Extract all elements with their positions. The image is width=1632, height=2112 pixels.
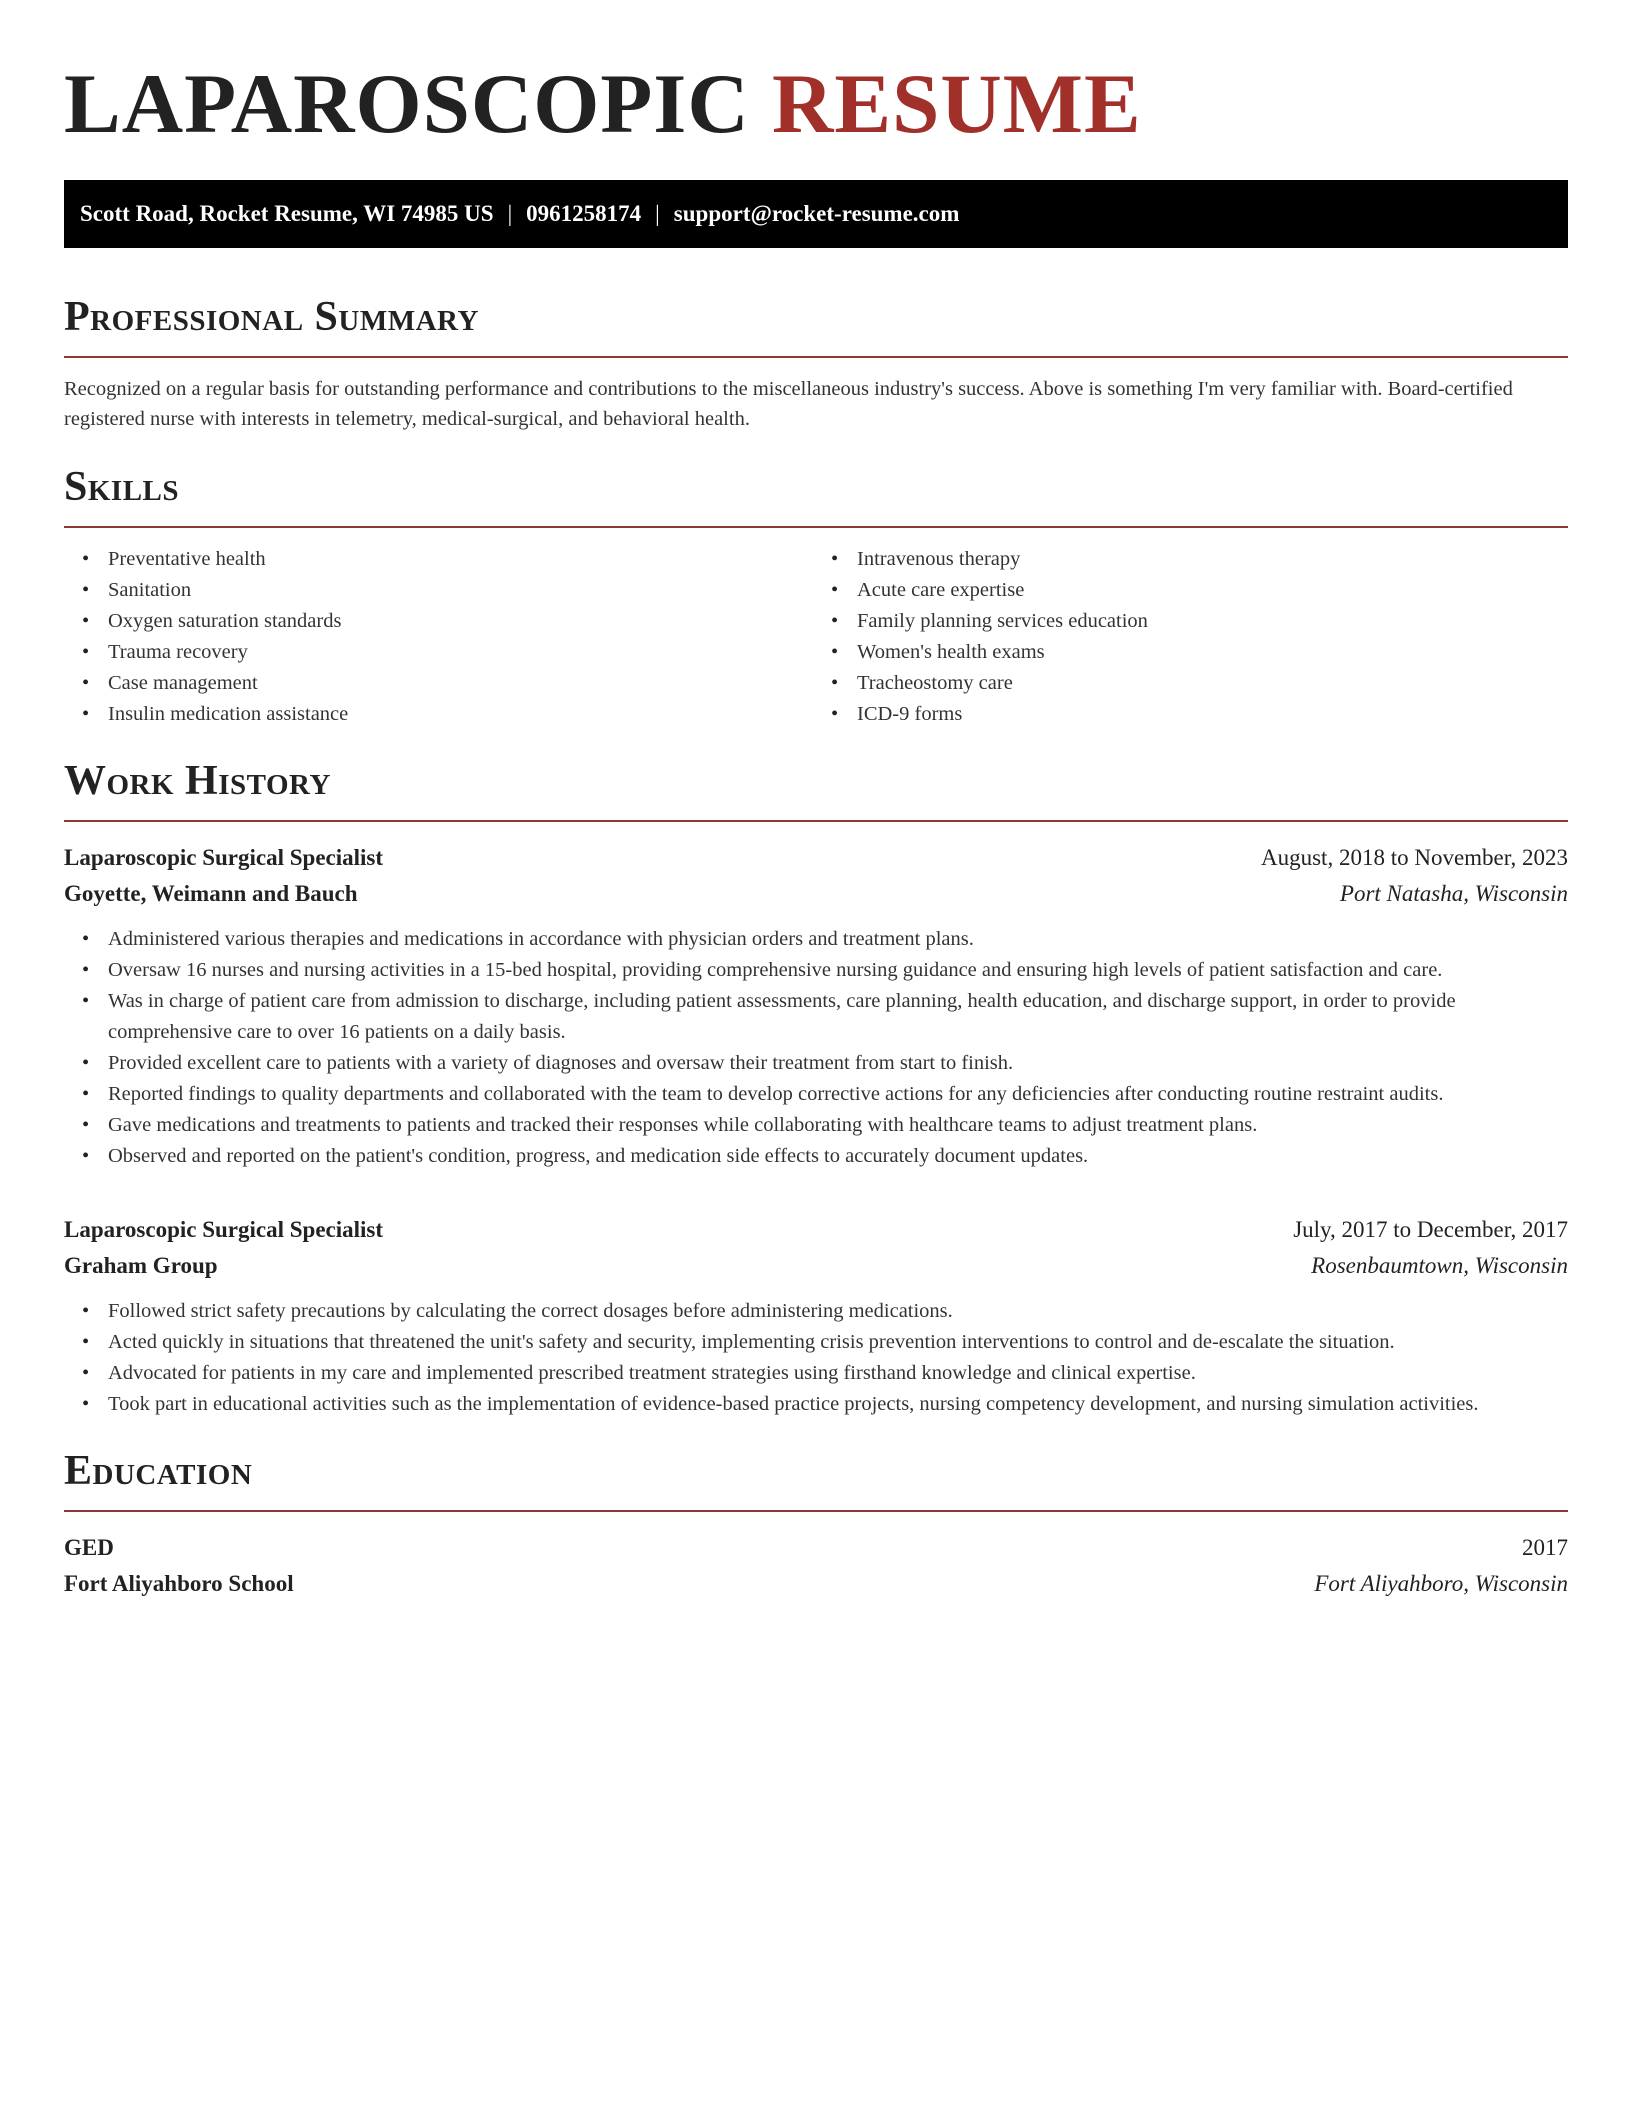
contact-separator: | xyxy=(655,201,660,226)
section-heading: Skills xyxy=(64,462,1568,528)
skill-item: • Oxygen saturation standards xyxy=(108,606,819,637)
job-title: Laparoscopic Surgical Specialist xyxy=(64,1217,384,1242)
job-bullet: • Gave medications and treatments to patients and tracked their responses while collaborating with healthcare teams to adjust treatment plans. xyxy=(108,1110,1568,1141)
job-dates: August, 2018 to November, 2023 xyxy=(1261,845,1568,870)
job-bullet: • Observed and reported on the patient's condition, progress, and medication side effects to accurately document updates. xyxy=(108,1141,1568,1172)
job-company: Graham Group xyxy=(64,1253,218,1278)
skill-item: • Case management xyxy=(108,668,819,699)
resume-title xyxy=(64,0,1568,152)
job-bullet: • Advocated for patients in my care and implemented prescribed treatment strategies using firsthand knowledge and clinical expertise. xyxy=(108,1358,1568,1389)
education-degree: GED xyxy=(64,1535,114,1560)
skills-section xyxy=(64,462,1568,730)
job-bullet: • Provided excellent care to patients with a variety of diagnoses and oversaw their treatment from start to finish. xyxy=(108,1048,1568,1079)
summary-text: Recognized on a regular basis for outstanding performance and contributions to the miscellaneous industry's success. Above is something I'm very familiar with. Board-certified registered nurse with interests in telemetry, medical-surgical, and behavioral health. xyxy=(64,378,1513,430)
skill-item: • Intravenous therapy xyxy=(857,544,1568,575)
work-history-section xyxy=(64,756,1568,1420)
education-location: Fort Aliyahboro, Wisconsin xyxy=(1314,1571,1568,1596)
resume-page xyxy=(64,0,1568,1602)
skills-grid xyxy=(64,544,1568,730)
skill-item: • Insulin medication assistance xyxy=(108,699,819,730)
section-heading: Professional Summary xyxy=(64,292,1568,358)
contact-bar xyxy=(64,180,1568,248)
education-section xyxy=(64,1446,1568,1602)
skill-item: • Family planning services education xyxy=(857,606,1568,637)
contact-phone: 0961258174 xyxy=(526,201,642,226)
job-bullets xyxy=(64,1296,1568,1420)
education-school-row xyxy=(64,1566,1568,1602)
job-entry xyxy=(64,840,1568,1172)
skill-item: • ICD-9 forms xyxy=(857,699,1568,730)
contact-address: Scott Road, Rocket Resume, WI 74985 US xyxy=(80,201,494,226)
skill-item: • Trauma recovery xyxy=(108,637,819,668)
skill-item: • Preventative health xyxy=(108,544,819,575)
job-location: Port Natasha, Wisconsin xyxy=(1339,881,1568,906)
contact-separator: | xyxy=(507,201,513,226)
skill-item: • Tracheostomy care xyxy=(857,668,1568,699)
education-school: Fort Aliyahboro School xyxy=(64,1571,294,1596)
job-bullet: • Followed strict safety precautions by calculating the correct dosages before administering medications. xyxy=(108,1296,1568,1327)
job-bullet: • Took part in educational activities such as the implementation of evidence-based practice projects, nursing competency development, and nursing simulation activities. xyxy=(108,1389,1568,1420)
education-header-row xyxy=(64,1530,1568,1566)
skill-item: • Sanitation xyxy=(108,575,819,606)
job-title: Laparoscopic Surgical Specialist xyxy=(64,845,384,870)
title-name: LAPAROSCOPIC xyxy=(64,57,750,151)
title-accent-word: RESUME xyxy=(771,57,1142,151)
job-bullet: • Was in charge of patient care from admission to discharge, including patient assessments, care planning, health education, and discharge support, in order to provide comprehensive care to over 16 patients on a daily basis. xyxy=(108,986,1568,1048)
professional-summary-section xyxy=(64,292,1568,434)
job-dates: July, 2017 to December, 2017 xyxy=(1293,1217,1568,1242)
job-company-row xyxy=(64,1248,1568,1284)
job-company: Goyette, Weimann and Bauch xyxy=(64,881,358,906)
skills-right-column xyxy=(819,544,1568,730)
job-bullet: • Oversaw 16 nurses and nursing activities in a 15-bed hospital, providing comprehensive nursing guidance and ensuring high levels of patient satisfaction and care. xyxy=(108,955,1568,986)
skill-item: • Women's health exams xyxy=(857,637,1568,668)
section-heading: Work History xyxy=(64,756,1568,822)
job-bullet: • Reported findings to quality departments and collaborated with the team to develop corrective actions for any deficiencies after conducting routine restraint audits. xyxy=(108,1079,1568,1110)
education-entry xyxy=(64,1530,1568,1602)
job-header-row xyxy=(64,1212,1568,1248)
job-company-row xyxy=(64,876,1568,912)
skills-left-column xyxy=(64,544,819,730)
section-heading: Education xyxy=(64,1446,1568,1512)
skill-item: • Acute care expertise xyxy=(857,575,1568,606)
job-bullet: • Acted quickly in situations that threatened the unit's safety and security, implementing crisis prevention interventions to control and de-escalate the situation. xyxy=(108,1327,1568,1358)
job-bullet: • Administered various therapies and medications in accordance with physician orders and treatment plans. xyxy=(108,924,1568,955)
education-year: 2017 xyxy=(1522,1535,1568,1560)
job-header-row xyxy=(64,840,1568,876)
job-bullets xyxy=(64,924,1568,1172)
contact-email[interactable]: support@rocket-resume.com xyxy=(673,201,960,226)
job-location: Rosenbaumtown, Wisconsin xyxy=(1311,1253,1568,1278)
job-entry xyxy=(64,1212,1568,1420)
